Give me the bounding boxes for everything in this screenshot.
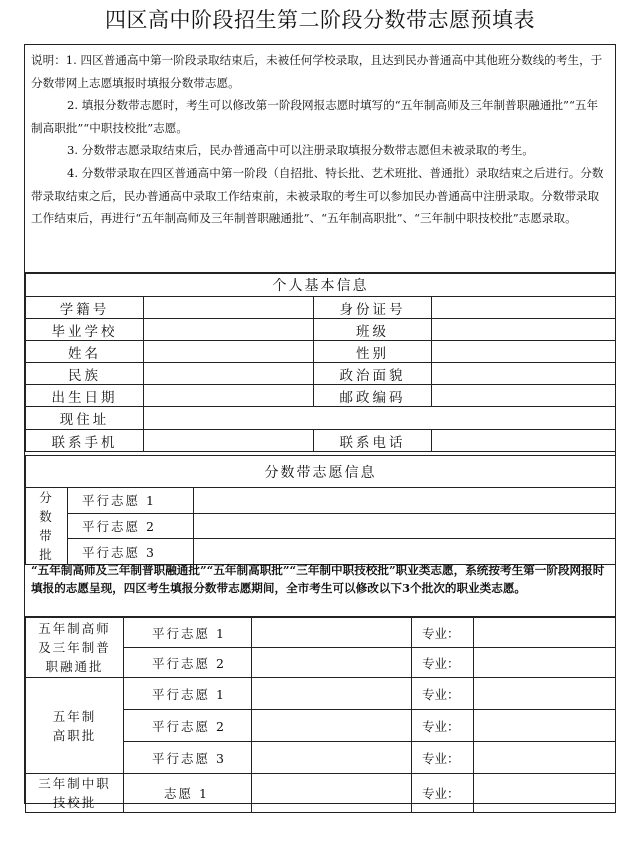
batch2-pref-1-label: 平行志愿 1 (124, 678, 252, 710)
page-title: 四区高中阶段招生第二阶段分数带志愿预填表 (105, 8, 535, 32)
gender-field[interactable] (432, 341, 616, 363)
label-postcode: 邮政编码 (314, 385, 432, 407)
label-id-number: 身份证号 (314, 297, 432, 319)
batch1-pref-1-label: 平行志愿 1 (124, 618, 252, 648)
batch2-pref-1-major-field[interactable] (474, 678, 616, 710)
batch3-label: 三年制中职技校批 (26, 774, 124, 813)
political-field[interactable] (432, 363, 616, 385)
batch2-pref-3-label: 平行志愿 3 (124, 742, 252, 774)
mobile-field[interactable] (144, 430, 314, 452)
label-name: 姓名 (26, 341, 144, 363)
label-student-id: 学籍号 (26, 297, 144, 319)
personal-info-table (25, 273, 616, 452)
batch2-pref-1-field[interactable] (252, 678, 412, 710)
batch3-pref-1-label: 志愿 1 (124, 774, 252, 813)
batch1-label: 五年制高师及三年制普职融通批 (26, 618, 124, 678)
postcode-field[interactable] (432, 385, 616, 407)
score-band-pref-2-field[interactable] (194, 513, 616, 539)
address-field[interactable] (144, 407, 616, 430)
batch2-pref-3-field[interactable] (252, 742, 412, 774)
label-school: 毕业学校 (26, 319, 144, 341)
batch2-label: 五年制高职批 (26, 678, 124, 774)
batch1-pref-2-field[interactable] (252, 648, 412, 678)
batch1-pref-1-major-label: 专业： (412, 618, 474, 648)
id-number-field[interactable] (432, 297, 616, 319)
class-field[interactable] (432, 319, 616, 341)
label-class: 班级 (314, 319, 432, 341)
batch2-pref-3-major-field[interactable] (474, 742, 616, 774)
personal-info-header: 个人基本信息 (26, 274, 616, 297)
application-form (24, 44, 616, 810)
birth-field[interactable] (144, 385, 314, 407)
score-band-pref-3-label: 平行志愿 3 (68, 539, 194, 565)
batch2-pref-2-label: 平行志愿 2 (124, 710, 252, 742)
instructions (25, 45, 615, 273)
label-gender: 性别 (314, 341, 432, 363)
batch1-pref-2-label: 平行志愿 2 (124, 648, 252, 678)
score-band-header: 分数带志愿信息 (26, 456, 616, 488)
batch1-pref-1-field[interactable] (252, 618, 412, 648)
batch3-pref-1-major-label: 专业： (412, 774, 474, 813)
batch2-pref-3-major-label: 专业： (412, 742, 474, 774)
note-3: 3. 分数带志愿录取结束后，民办普通高中可以注册录取填报分数带志愿但未被录取的考生。 (67, 143, 534, 158)
school-field[interactable] (144, 319, 314, 341)
score-band-pref-1-field[interactable] (194, 488, 616, 514)
label-phone: 联系电话 (314, 430, 432, 452)
label-political: 政治面貌 (314, 363, 432, 385)
score-band-table (25, 455, 616, 565)
note-4: 4. 分数带录取在四区普通高中第一阶段（自招批、特长批、艺术班批、普通批）录取结束之后进行。分数带录取结束之后，民办普通高中录取工作结束前，未被录取的考生可以参加民办普通高中注册录取。分数带录取工作结束后，再进行“五年制高师及三年制普职融通批”、“五年制高职批”、“三年制中职技校批”志愿录取。 (31, 165, 604, 226)
vocational-note: “五年制高师及三年制普职融通批”“五年制高职批”“三年制中职技校批”职业类志愿，系统按考生第一阶段网报时填报的志愿呈现，四区考生填报分数带志愿期间，全市考生可以修改以下3个批次的职业类志愿。 (25, 559, 615, 617)
score-band-pref-1-label: 平行志愿 1 (68, 488, 194, 514)
label-ethnicity: 民族 (26, 363, 144, 385)
phone-field[interactable] (432, 430, 616, 452)
note-2: 2. 填报分数带志愿时，考生可以修改第一阶段网报志愿时填写的“五年制高师及三年制普职融通批”“五年制高职批”“中职技校批”志愿。 (31, 98, 599, 135)
ethnicity-field[interactable] (144, 363, 314, 385)
batch1-pref-2-major-field[interactable] (474, 648, 616, 678)
batch2-pref-2-field[interactable] (252, 710, 412, 742)
label-mobile: 联系手机 (26, 430, 144, 452)
name-field[interactable] (144, 341, 314, 363)
score-band-batch-label: 分数带批 (26, 488, 68, 565)
score-band-pref-2-label: 平行志愿 2 (68, 513, 194, 539)
batch3-pref-1-field[interactable] (252, 774, 412, 813)
batch2-pref-2-major-label: 专业： (412, 710, 474, 742)
batch2-pref-1-major-label: 专业： (412, 678, 474, 710)
label-birth: 出生日期 (26, 385, 144, 407)
batch2-pref-2-major-field[interactable] (474, 710, 616, 742)
batch1-pref-2-major-label: 专业： (412, 648, 474, 678)
batch1-pref-1-major-field[interactable] (474, 618, 616, 648)
student-id-field[interactable] (144, 297, 314, 319)
batch3-pref-1-major-field[interactable] (474, 774, 616, 813)
vocational-table (25, 617, 616, 813)
label-address: 现住址 (26, 407, 144, 430)
note-1: 说明：1. 四区普通高中第一阶段录取结束后，未被任何学校录取，且达到民办普通高中其他班分数线的考生，于分数带网上志愿填报时填报分数带志愿。 (31, 53, 603, 90)
